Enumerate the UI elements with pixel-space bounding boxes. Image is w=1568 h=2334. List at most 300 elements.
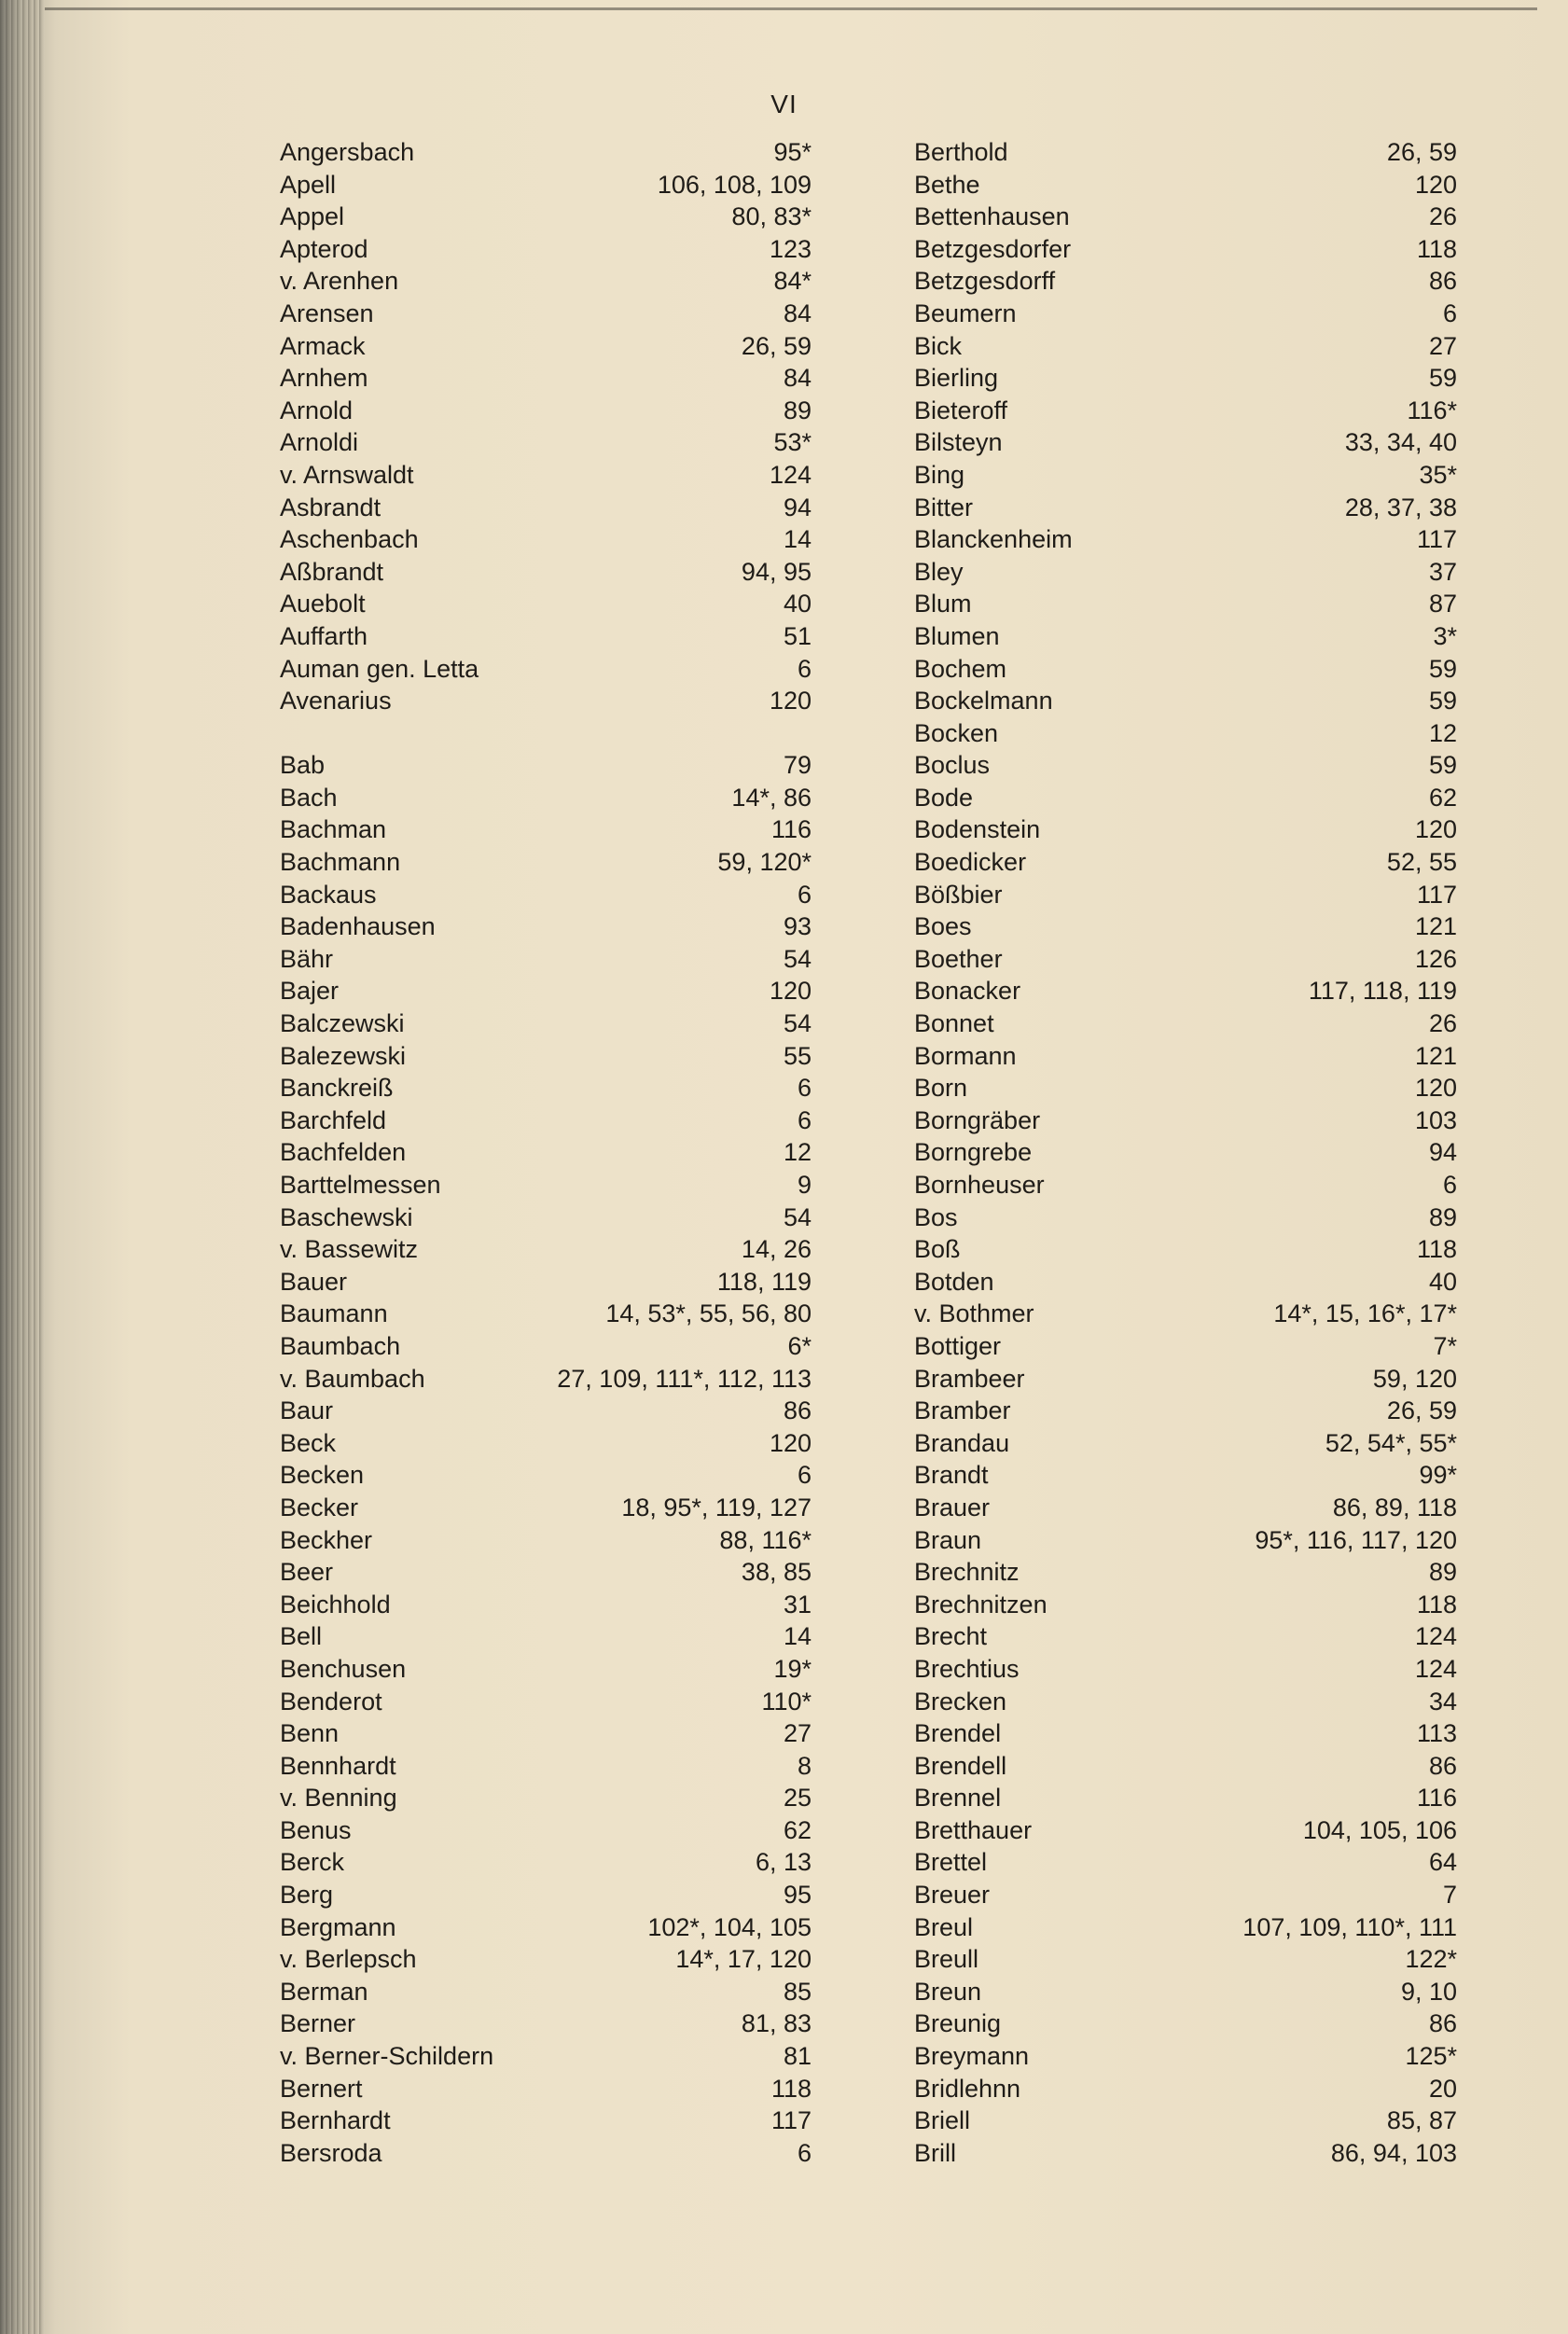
entry-page-refs: 89 xyxy=(783,396,812,424)
index-entry xyxy=(280,1943,812,1976)
entry-page-refs: 87 xyxy=(1428,590,1457,618)
entry-name: Brecken xyxy=(914,1687,1007,1716)
entry-name: Bley xyxy=(914,557,964,586)
entry-name: Balezewski xyxy=(280,1041,407,1070)
entry-page-refs: 80, 83* xyxy=(731,202,812,231)
entry-page-refs: 8 xyxy=(797,1751,812,1780)
entry-page-refs: 37 xyxy=(1428,557,1457,586)
index-entry xyxy=(914,1298,1457,1330)
entry-name: Apterod xyxy=(280,234,368,263)
entry-page-refs: 118, 119 xyxy=(716,1267,812,1296)
index-entry xyxy=(914,1104,1457,1137)
entry-name: Boes xyxy=(914,912,972,941)
entry-page-refs: 124 xyxy=(1414,1622,1457,1651)
entry-name: Barttelmessen xyxy=(280,1171,441,1199)
entry-name: Brendell xyxy=(914,1751,1007,1780)
index-entry xyxy=(280,1846,812,1879)
index-entry xyxy=(914,653,1457,686)
index-entry xyxy=(914,1459,1457,1492)
entry-name: Bajer xyxy=(280,977,340,1006)
index-entry xyxy=(280,556,812,589)
entry-name: Bochem xyxy=(914,654,1007,683)
entry-name: Banckreiß xyxy=(280,1074,394,1103)
index-entry xyxy=(280,1589,812,1621)
entry-page-refs: 118 xyxy=(770,2074,812,2103)
entry-name: v. Benning xyxy=(280,1784,397,1813)
entry-name: Baschewski xyxy=(280,1202,413,1231)
entry-page-refs: 20 xyxy=(1428,2074,1457,2103)
index-entry xyxy=(280,459,812,492)
entry-name: Briell xyxy=(914,2106,971,2135)
index-entry xyxy=(914,2137,1457,2170)
entry-name: Born xyxy=(914,1074,968,1103)
entry-page-refs: 102*, 104, 105 xyxy=(647,1912,812,1941)
index-entry xyxy=(280,1717,812,1750)
entry-page-refs: 59, 120 xyxy=(1372,1364,1457,1393)
entry-name: Bernhardt xyxy=(280,2106,391,2135)
index-entry xyxy=(914,426,1457,459)
entry-name: Breuer xyxy=(914,1881,991,1910)
entry-name: Balczewski xyxy=(280,1009,405,1038)
entry-name: Bab xyxy=(280,751,326,780)
index-entry xyxy=(280,265,812,298)
entry-page-refs: 52, 54*, 55* xyxy=(1325,1428,1457,1457)
entry-name: Baur xyxy=(280,1396,334,1425)
entry-name: Breun xyxy=(914,1977,982,2006)
entry-name: Arnhem xyxy=(280,364,368,393)
index-entry xyxy=(280,395,812,427)
entry-name: Bode xyxy=(914,783,974,812)
index-entry xyxy=(280,330,812,363)
entry-page-refs: 62 xyxy=(1428,783,1457,812)
index-entry xyxy=(914,943,1457,976)
entry-name: v. Bassewitz xyxy=(280,1235,419,1264)
index-entry xyxy=(280,1492,812,1524)
entry-page-refs: 35* xyxy=(1419,460,1457,489)
entry-name: Bonnet xyxy=(914,1009,994,1038)
index-entry xyxy=(914,2008,1457,2040)
entry-page-refs: 52, 55 xyxy=(1386,848,1457,877)
index-entry xyxy=(280,943,812,976)
index-entry xyxy=(914,492,1457,524)
entry-page-refs: 120 xyxy=(1414,170,1457,199)
index-entry xyxy=(280,1620,812,1653)
index-entry xyxy=(914,1589,1457,1621)
index-entry xyxy=(914,975,1457,1007)
index-entry xyxy=(914,459,1457,492)
entry-page-refs: 34 xyxy=(1428,1687,1457,1716)
entry-name: Bormann xyxy=(914,1041,1017,1070)
index-entry xyxy=(914,298,1457,330)
entry-name: Armack xyxy=(280,331,366,360)
entry-name: Barchfeld xyxy=(280,1105,387,1134)
index-entry xyxy=(280,201,812,233)
entry-page-refs: 120 xyxy=(1414,1074,1457,1103)
entry-name: v. Berlepsch xyxy=(280,1945,417,1974)
entry-page-refs: 84 xyxy=(783,299,812,327)
index-entry xyxy=(914,1492,1457,1524)
entry-name: Berner xyxy=(280,2009,356,2038)
entry-name: Bos xyxy=(914,1202,958,1231)
entry-name: Boß xyxy=(914,1235,961,1264)
entry-page-refs: 14*, 15, 16*, 17* xyxy=(1273,1299,1457,1328)
entry-page-refs: 116 xyxy=(1416,1784,1457,1813)
entry-page-refs: 84 xyxy=(783,364,812,393)
entry-page-refs: 85 xyxy=(783,1977,812,2006)
entry-page-refs: 26, 59 xyxy=(1386,1396,1457,1425)
entry-name: Backaus xyxy=(280,880,377,909)
entry-name: Blanckenheim xyxy=(914,525,1073,554)
index-entry xyxy=(914,588,1457,620)
entry-name: Bauer xyxy=(280,1267,348,1296)
entry-name: Boclus xyxy=(914,751,991,780)
entry-page-refs: 59 xyxy=(1428,654,1457,683)
entry-page-refs: 99* xyxy=(1419,1461,1457,1490)
entry-page-refs: 40 xyxy=(1428,1267,1457,1296)
entry-name: v. Arnswaldt xyxy=(280,460,414,489)
index-column-right xyxy=(914,136,1457,2169)
entry-name: Breunig xyxy=(914,2009,1002,2038)
entry-page-refs: 118 xyxy=(1416,1590,1457,1619)
entry-name: Betzgesdorff xyxy=(914,267,1056,296)
entry-page-refs: 14*, 86 xyxy=(731,783,812,812)
entry-name: Breul xyxy=(914,1912,974,1941)
entry-page-refs: 106, 108, 109 xyxy=(657,170,812,199)
entry-page-refs: 7* xyxy=(1433,1331,1457,1360)
entry-page-refs: 6 xyxy=(797,1074,812,1103)
entry-name: Boether xyxy=(914,944,1003,973)
entry-page-refs: 93 xyxy=(783,912,812,941)
entry-page-refs: 84* xyxy=(773,267,812,296)
entry-page-refs: 121 xyxy=(1414,912,1457,941)
entry-name: Bachmann xyxy=(280,848,401,877)
page-number: VI xyxy=(770,90,798,118)
entry-page-refs: 7 xyxy=(1442,1881,1457,1910)
entry-page-refs: 125* xyxy=(1405,2042,1457,2071)
index-entry xyxy=(280,588,812,620)
entry-page-refs: 118 xyxy=(1416,234,1457,263)
entry-name: Breull xyxy=(914,1945,979,1974)
index-entry xyxy=(914,1136,1457,1169)
index-entry xyxy=(914,265,1457,298)
entry-name: Berthold xyxy=(914,138,1008,166)
index-entry xyxy=(280,2040,812,2073)
entry-page-refs: 6* xyxy=(787,1331,812,1360)
index-entry xyxy=(280,1976,812,2008)
index-entry xyxy=(280,1395,812,1427)
entry-page-refs: 54 xyxy=(783,944,812,973)
entry-name: Blumen xyxy=(914,621,1000,650)
entry-name: Brechnitz xyxy=(914,1558,1020,1587)
index-entry xyxy=(914,1363,1457,1396)
index-entry xyxy=(914,782,1457,814)
entry-name: Badenhausen xyxy=(280,912,436,941)
entry-name: Becken xyxy=(280,1461,365,1490)
entry-page-refs: 85, 87 xyxy=(1386,2106,1457,2135)
entry-page-refs: 117, 118, 119 xyxy=(1308,977,1457,1006)
entry-name: Asbrandt xyxy=(280,493,382,521)
entry-name: Berman xyxy=(280,1977,368,2006)
index-entry xyxy=(914,685,1457,717)
index-entry xyxy=(280,492,812,524)
index-entry xyxy=(280,813,812,846)
entry-name: Borngrebe xyxy=(914,1138,1033,1167)
index-entry xyxy=(914,910,1457,943)
index-entry xyxy=(280,1750,812,1783)
index-entry xyxy=(914,2073,1457,2105)
index-entry xyxy=(914,169,1457,201)
entry-page-refs: 86 xyxy=(1428,1751,1457,1780)
entry-page-refs: 120 xyxy=(769,977,812,1006)
entry-page-refs: 110* xyxy=(761,1687,812,1716)
index-entry xyxy=(914,1814,1457,1847)
entry-name: Baumbach xyxy=(280,1331,401,1360)
entry-page-refs: 59 xyxy=(1428,687,1457,715)
entry-page-refs: 19* xyxy=(773,1654,812,1683)
entry-name: Bößbier xyxy=(914,880,1003,909)
entry-page-refs: 59, 120* xyxy=(717,848,812,877)
index-entry xyxy=(914,2040,1457,2073)
entry-name: Bergmann xyxy=(280,1912,396,1941)
entry-name: Bethe xyxy=(914,170,980,199)
entry-name: Bretthauer xyxy=(914,1815,1033,1844)
index-entry xyxy=(280,1653,812,1686)
entry-page-refs: 94 xyxy=(1428,1138,1457,1167)
entry-page-refs: 14, 26 xyxy=(741,1235,812,1264)
index-entry xyxy=(914,1943,1457,1976)
entry-name: Arensen xyxy=(280,299,374,327)
entry-page-refs: 124 xyxy=(1414,1654,1457,1683)
book-spine-edge xyxy=(0,0,45,2334)
entry-name: Betzgesdorfer xyxy=(914,234,1072,263)
entry-name: Bonacker xyxy=(914,977,1021,1006)
index-entry xyxy=(914,1330,1457,1363)
entry-page-refs: 14 xyxy=(783,525,812,554)
entry-page-refs: 26, 59 xyxy=(741,331,812,360)
entry-page-refs: 107, 109, 110*, 111 xyxy=(1242,1912,1457,1941)
entry-page-refs: 14 xyxy=(783,1622,812,1651)
entry-page-refs: 117 xyxy=(1416,880,1457,909)
entry-name: Apell xyxy=(280,170,337,199)
entry-name: Bocken xyxy=(914,718,999,747)
entry-page-refs: 18, 95*, 119, 127 xyxy=(621,1493,812,1521)
entry-name: Bilsteyn xyxy=(914,428,1003,457)
entry-page-refs: 6 xyxy=(1442,299,1457,327)
index-entry xyxy=(280,2105,812,2137)
entry-page-refs: 95 xyxy=(783,1881,812,1910)
entry-page-refs: 81 xyxy=(783,2042,812,2071)
index-entry xyxy=(914,556,1457,589)
entry-name: Bodenstein xyxy=(914,815,1041,844)
index-entry xyxy=(914,1717,1457,1750)
entry-name: Bachman xyxy=(280,815,387,844)
entry-page-refs: 6 xyxy=(797,880,812,909)
entry-page-refs: 86 xyxy=(1428,267,1457,296)
entry-name: Benderot xyxy=(280,1687,382,1716)
entry-page-refs: 120 xyxy=(769,1428,812,1457)
entry-name: Brauer xyxy=(914,1493,991,1521)
entry-name: Bersroda xyxy=(280,2138,382,2167)
entry-page-refs: 26, 59 xyxy=(1386,138,1457,166)
entry-page-refs: 79 xyxy=(783,751,812,780)
entry-name: Beer xyxy=(280,1558,334,1587)
entry-name: Bernert xyxy=(280,2074,363,2103)
entry-page-refs: 3* xyxy=(1433,621,1457,650)
index-entry xyxy=(914,1233,1457,1266)
entry-name: Bitter xyxy=(914,493,974,521)
entry-name: Beckher xyxy=(280,1525,373,1554)
index-entry xyxy=(914,1040,1457,1073)
index-entry xyxy=(914,1202,1457,1234)
index-entry xyxy=(914,330,1457,363)
entry-page-refs: 117 xyxy=(770,2106,812,2135)
entry-name: Borngräber xyxy=(914,1105,1041,1134)
index-column-left xyxy=(280,136,812,2169)
index-entry xyxy=(914,1427,1457,1460)
entry-page-refs: 94 xyxy=(783,493,812,521)
entry-name: Breymann xyxy=(914,2042,1030,2071)
index-entry xyxy=(914,813,1457,846)
index-entry xyxy=(280,1686,812,1718)
entry-page-refs: 26 xyxy=(1428,1009,1457,1038)
index-entry xyxy=(914,1266,1457,1299)
entry-page-refs: 27 xyxy=(783,1719,812,1748)
entry-page-refs: 113 xyxy=(1416,1719,1457,1748)
entry-page-refs: 86 xyxy=(1428,2009,1457,2038)
entry-name: Aschenbach xyxy=(280,525,419,554)
entry-name: Auffarth xyxy=(280,621,368,650)
entry-page-refs: 6 xyxy=(797,1105,812,1134)
entry-name: Blum xyxy=(914,590,972,618)
entry-name: Auman gen. Letta xyxy=(280,654,479,683)
entry-page-refs: 26 xyxy=(1428,202,1457,231)
entry-page-refs: 53* xyxy=(773,428,812,457)
entry-page-refs: 86, 94, 103 xyxy=(1330,2138,1457,2167)
entry-page-refs: 31 xyxy=(783,1590,812,1619)
entry-name: Benus xyxy=(280,1815,352,1844)
entry-page-refs: 86, 89, 118 xyxy=(1332,1493,1457,1521)
entry-page-refs: 14*, 17, 120 xyxy=(675,1945,812,1974)
entry-name: Bach xyxy=(280,783,338,812)
index-entry xyxy=(914,1976,1457,2008)
entry-page-refs: 38, 85 xyxy=(741,1558,812,1587)
entry-page-refs: 9 xyxy=(797,1171,812,1199)
entry-name: Brambeer xyxy=(914,1364,1025,1393)
entry-page-refs: 94, 95 xyxy=(741,557,812,586)
entry-name: Bähr xyxy=(280,944,334,973)
entry-name: v. Bothmer xyxy=(914,1299,1034,1328)
entry-page-refs: 118 xyxy=(1416,1235,1457,1264)
entry-page-refs: 55 xyxy=(783,1041,812,1070)
entry-name: Berck xyxy=(280,1848,345,1877)
entry-page-refs: 95*, 116, 117, 120 xyxy=(1255,1525,1457,1554)
entry-page-refs: 6 xyxy=(1442,1171,1457,1199)
entry-page-refs: 59 xyxy=(1428,751,1457,780)
index-entry xyxy=(280,1524,812,1557)
index-entry xyxy=(280,782,812,814)
entry-name: Brendel xyxy=(914,1719,1002,1748)
entry-page-refs: 121 xyxy=(1414,1041,1457,1070)
entry-name: Bornheuser xyxy=(914,1171,1045,1199)
index-entry xyxy=(280,362,812,395)
entry-name: Bettenhausen xyxy=(914,202,1070,231)
index-entry xyxy=(914,136,1457,169)
entry-name: Brechtius xyxy=(914,1654,1020,1683)
index-entry xyxy=(280,1266,812,1299)
index-entry xyxy=(280,298,812,330)
index-entry xyxy=(280,910,812,943)
index-entry xyxy=(280,233,812,266)
index-entry xyxy=(914,879,1457,911)
index-entry xyxy=(914,1750,1457,1783)
entry-name: Beck xyxy=(280,1428,337,1457)
index-entry xyxy=(280,1879,812,1911)
index-entry xyxy=(280,1556,812,1589)
entry-name: Brettel xyxy=(914,1848,988,1877)
entry-page-refs: 54 xyxy=(783,1202,812,1231)
entry-page-refs: 120 xyxy=(769,687,812,715)
entry-name: Brechnitzen xyxy=(914,1590,1048,1619)
index-entry xyxy=(914,717,1457,750)
entry-page-refs: 64 xyxy=(1428,1848,1457,1877)
index-entry xyxy=(280,653,812,686)
entry-name: Bick xyxy=(914,331,963,360)
index-entry xyxy=(914,1169,1457,1202)
index-entry xyxy=(914,1653,1457,1686)
top-rule xyxy=(45,7,1537,10)
entry-page-refs: 103 xyxy=(1414,1105,1457,1134)
index-entry xyxy=(914,523,1457,556)
entry-page-refs: 122* xyxy=(1405,1945,1457,1974)
entry-name: Bieteroff xyxy=(914,396,1008,424)
entry-name: Becker xyxy=(280,1493,359,1521)
index-entry xyxy=(914,1556,1457,1589)
index-entry xyxy=(280,685,812,717)
index-entry xyxy=(914,1911,1457,1944)
entry-page-refs: 86 xyxy=(783,1396,812,1425)
index-entry xyxy=(280,136,812,169)
index-entry xyxy=(914,1879,1457,1911)
entry-name: Braun xyxy=(914,1525,982,1554)
entry-name: v. Baumbach xyxy=(280,1364,425,1393)
entry-name: Bottiger xyxy=(914,1331,1002,1360)
entry-page-refs: 59 xyxy=(1428,364,1457,393)
entry-name: Brennel xyxy=(914,1784,1002,1813)
entry-page-refs: 51 xyxy=(783,621,812,650)
entry-name: v. Berner-Schildern xyxy=(280,2042,494,2071)
entry-page-refs: 88, 116* xyxy=(719,1525,812,1554)
index-entry xyxy=(280,2073,812,2105)
index-entry xyxy=(280,1330,812,1363)
entry-name: Bridlehnn xyxy=(914,2074,1021,2103)
entry-name: Bierling xyxy=(914,364,999,393)
entry-page-refs: 6 xyxy=(797,1461,812,1490)
index-entry xyxy=(280,1040,812,1073)
index-entry xyxy=(914,1007,1457,1040)
entry-name: Benn xyxy=(280,1719,340,1748)
entry-name: Appel xyxy=(280,202,345,231)
index-entry xyxy=(280,2008,812,2040)
entry-page-refs: 33, 34, 40 xyxy=(1344,428,1457,457)
entry-page-refs: 62 xyxy=(783,1815,812,1844)
entry-page-refs: 81, 83 xyxy=(741,2009,812,2038)
index-entry xyxy=(280,1169,812,1202)
index-entry xyxy=(280,1911,812,1944)
entry-name: Bramber xyxy=(914,1396,1011,1425)
index-entry xyxy=(280,1363,812,1396)
entry-name: Bell xyxy=(280,1622,323,1651)
entry-name: Berg xyxy=(280,1881,334,1910)
